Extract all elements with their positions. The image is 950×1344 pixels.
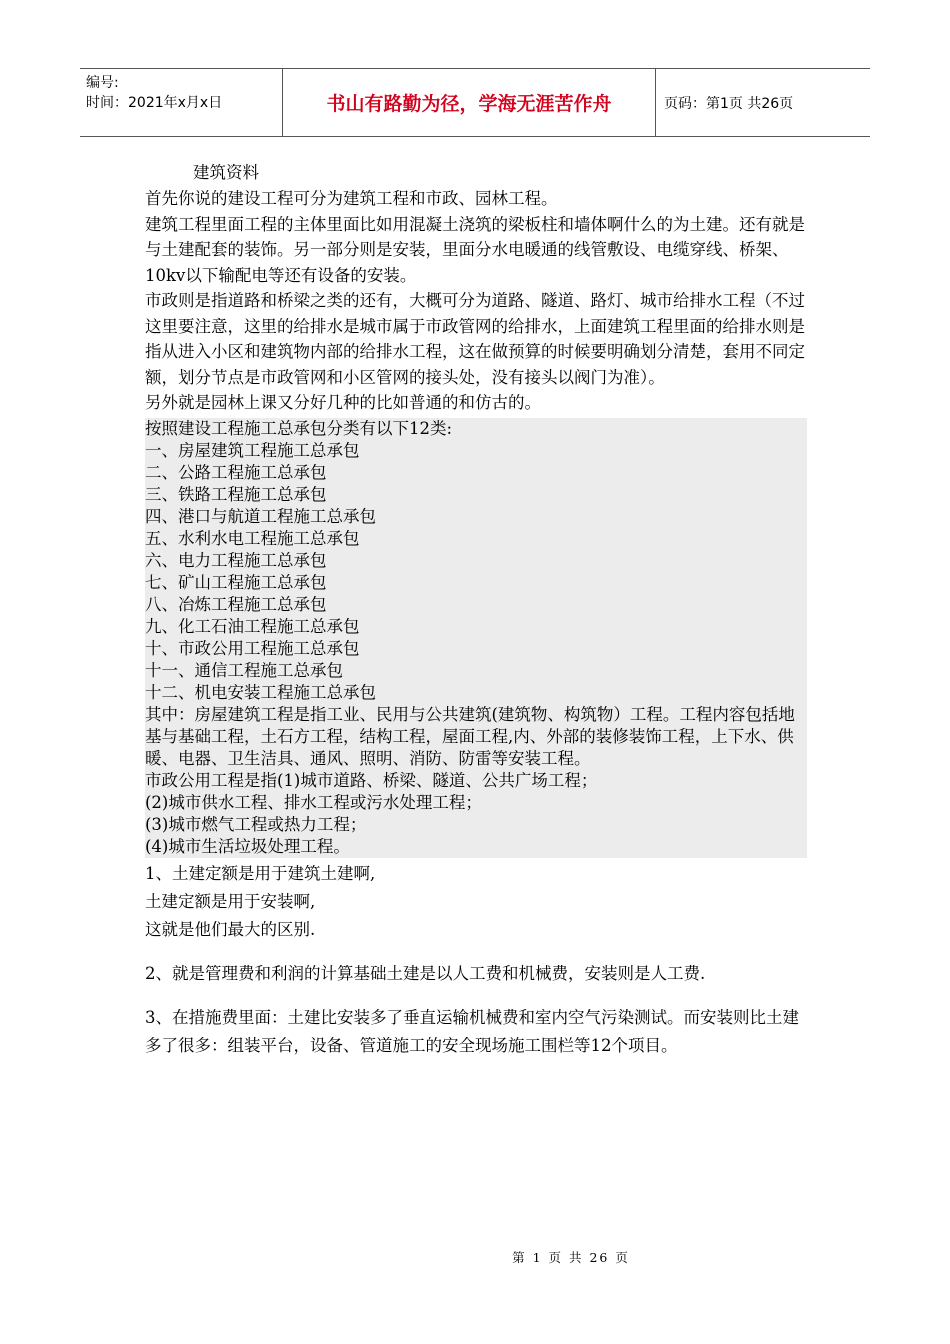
paragraph: 土建定额是用于安装啊, — [145, 891, 316, 911]
paragraph: 这就是他们最大的区别. — [145, 919, 316, 939]
shaded-line: (2)城市供水工程、排水工程或污水处理工程； — [145, 792, 482, 812]
list-item: 四、港口与航道工程施工总承包 — [145, 506, 376, 526]
header-motto: 书山有路勤为径，学海无涯苦作舟 — [282, 69, 656, 136]
list-item: 九、化工石油工程施工总承包 — [145, 616, 360, 636]
header-meta — [80, 69, 282, 136]
shaded-line: 按照建设工程施工总承包分类有以下12类: — [145, 418, 453, 438]
list-item: 三、铁路工程施工总承包 — [145, 484, 327, 504]
page-header — [80, 68, 870, 137]
page-footer: 第 1 页 共 26 页 — [512, 1250, 630, 1265]
document-number-label: 编号: — [86, 75, 119, 91]
spacer — [145, 944, 810, 960]
paragraph: 3、在措施费里面：土建比安装多了垂直运输机械费和室内空气污染测试。而安装则比土建多了很多：组装平台，设备、管道施工的安全现场施工围栏等12个项目。 — [145, 1007, 799, 1055]
document-title: 建筑资料 — [193, 163, 259, 182]
paragraph: 2、就是管理费和利润的计算基础土建是以人工费和机械费，安装则是人工费. — [145, 963, 706, 983]
shaded-line: (3)城市燃气工程或热力工程； — [145, 814, 367, 834]
list-item: 一、房屋建筑工程施工总承包 — [145, 440, 360, 460]
paragraph: 1、土建定额是用于建筑土建啊, — [145, 863, 376, 883]
list-item: 五、水利水电工程施工总承包 — [145, 528, 360, 548]
shaded-line: 市政公用工程是指(1)城市道路、桥梁、隧道、公共广场工程； — [145, 770, 598, 790]
list-item: 十、市政公用工程施工总承包 — [145, 638, 360, 658]
list-item: 七、矿山工程施工总承包 — [145, 572, 327, 592]
shaded-section — [145, 418, 807, 858]
paragraph: 市政则是指道路和桥梁之类的还有，大概可分为道路、隧道、路灯、城市给排水工程（不过这里要注意，这里的给排水是城市属于市政管网的给排水，上面建筑工程里面的给排水则是指从进入小区和建筑物内部的给排水工程，这在做预算的时候要明确划分清楚，套用不同定额，划分节点是市政管网和小区管网的接头处，没有接头以阀门为准）。 — [145, 291, 805, 387]
shaded-paragraph: 其中：房屋建筑工程是指工业、民用与公共建筑(建筑物、构筑物）工程。工程内容包括地基与基础工程，土石方工程，结构工程，屋面工程,内、外部的装修装饰工程，上下水、供暖、电器、卫生洁具、通风、照明、消防、防雷等安装工程。 — [145, 704, 795, 768]
list-item: 十二、机电安装工程施工总承包 — [145, 682, 376, 702]
spacer — [145, 988, 810, 1004]
paragraph: 建筑工程里面工程的主体里面比如用混凝土浇筑的梁板柱和墙体啊什么的为土建。还有就是与土建配套的装饰。另一部分则是安装，里面分水电暖通的线管敷设、电缆穿线、桥架、10kv以下输配电等还有设备的安装。 — [145, 214, 805, 285]
paragraph: 首先你说的建设工程可分为建筑工程和市政、园林工程。 — [145, 189, 558, 208]
paragraph: 另外就是园林上课又分好几种的比如普通的和仿古的。 — [145, 393, 541, 412]
list-item: 十一、通信工程施工总承包 — [145, 660, 343, 680]
list-item: 六、电力工程施工总承包 — [145, 550, 327, 570]
list-item: 二、公路工程施工总承包 — [145, 462, 327, 482]
shaded-line: (4)城市生活垃圾处理工程。 — [145, 836, 350, 856]
document-body — [145, 160, 810, 1060]
list-item: 八、冶炼工程施工总承包 — [145, 594, 327, 614]
header-page-info: 页码：第1页 共26页 — [664, 95, 794, 112]
comparison-section — [145, 860, 810, 1060]
document-date: 时间：2021年x月x日 — [86, 95, 223, 111]
